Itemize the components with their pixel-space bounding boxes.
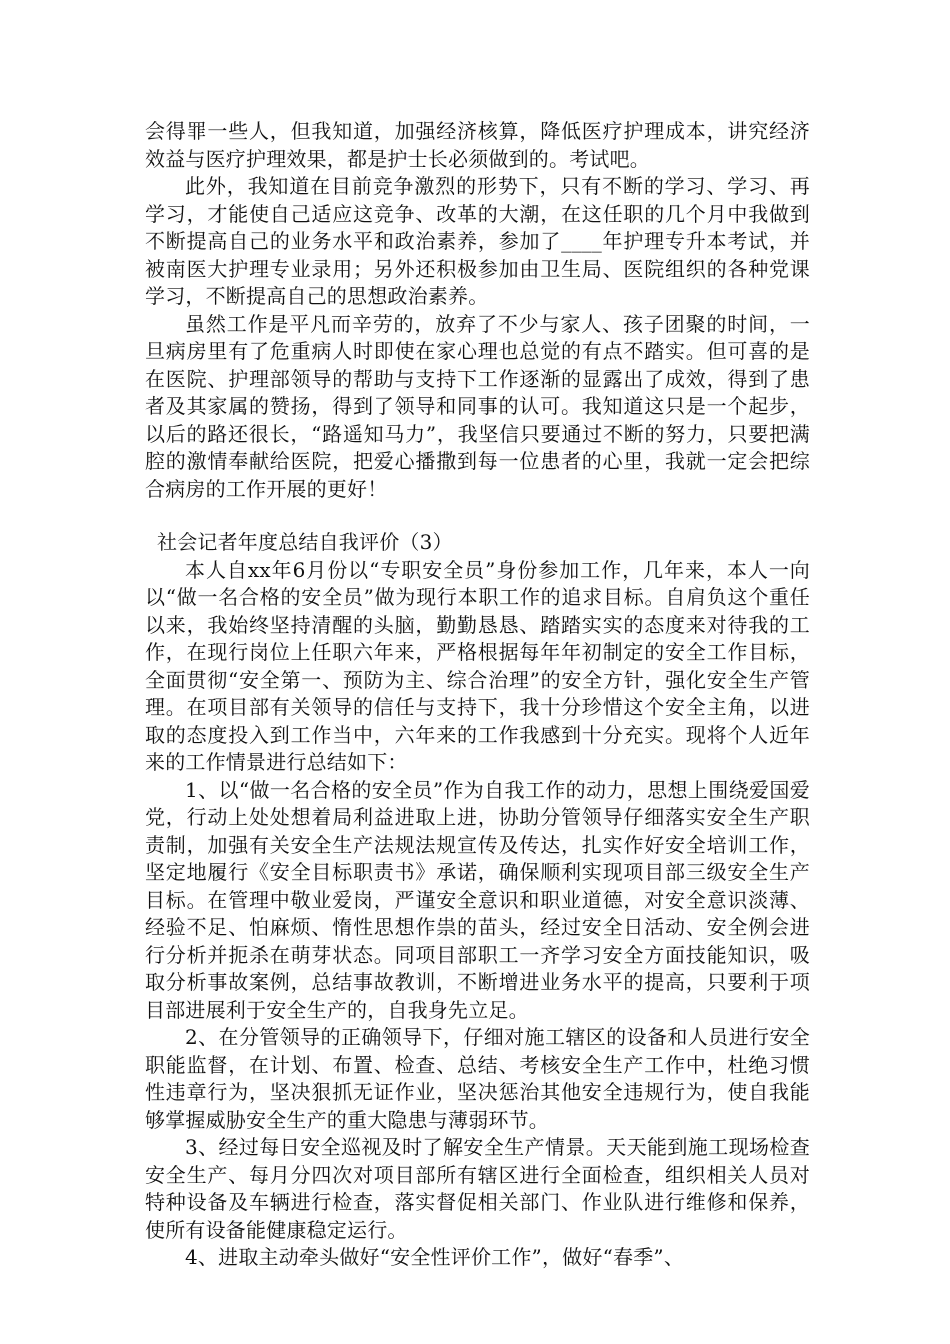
paragraph-item-4: 4、进取主动牵头做好“安全性评价工作”，做好“春季”、 — [185, 1245, 685, 1269]
paragraph-study: 此外，我知道在目前竞争激烈的形势下，只有不断的学习、学习、再学习，才能使自己适应这竞争、改革的大潮，在这任职的几个月中我做到不断提高自己的业务水平和政治素养，参加了____年护理专升本考试，并被南医大护理专业录用；另外还积极参加由卫生局、医院组织的各种党课学习，不断提高自己的思想政治素养。 — [145, 174, 810, 308]
paragraph-item-1: 1、以“做一名合格的安全员”作为自我工作的动力，思想上围绕爱国爱党，行动上处处想着局利益进取上进，协助分管领导仔细落实安全生产职责制，加强有关安全生产法规法规宣传及传达，扎实作好安全培训工作，坚定地履行《安全目标职责书》承诺，确保顺利实现项目部三级安全生产目标。在管理中敬业爱岗，严谨安全意识和职业道德，对安全意识淡薄、经验不足、怕麻烦、惰性思想作祟的苗头，经过安全日活动、安全例会进行分析并扼杀在萌芽状态。同项目部职工一齐学习安全方面技能知识，吸取分析事故案例，总结事故教训，不断增进业务水平的提高，只要利于项目部进展利于安全生产的，自我身先立足。 — [145, 777, 810, 1022]
paragraph-item-2: 2、在分管领导的正确领导下，仔细对施工辖区的设备和人员进行安全职能监督，在计划、布置、检查、总结、考核安全生产工作中，杜绝习惯性违章行为，坚决狠抓无证作业，坚决惩治其他安全违规行为，使自我能够掌握威胁安全生产的重大隐患与薄弱环节。 — [145, 1025, 810, 1132]
paragraph-work-reflection: 虽然工作是平凡而辛劳的，放弃了不少与家人、孩子团聚的时间，一旦病房里有了危重病人时即使在家心理也总觉的有点不踏实。但可喜的是在医院、护理部领导的帮助与支持下工作逐渐的显露出了成效，得到了患者及其家属的赞扬，得到了领导和同事的认可。我知道这只是一个起步，以后的路还很长，“路遥知马力”，我坚信只要通过不断的努力，只要把满腔的激情奉献给医院，把爱心播撒到每一位患者的心里，我就一定会把综合病房的工作开展的更好！ — [145, 311, 810, 501]
section-heading: 社会记者年度总结自我评价（3） — [157, 530, 453, 554]
paragraph-intro: 本人自xx年6月份以“专职安全员”身份参加工作，几年来，本人一向以“做一名合格的安全员”做为现行本职工作的追求目标。自肩负这个重任以来，我始终坚持清醒的头脑，勤勤恳恳、踏踏实实的态度来对待我的工作，在现行岗位上任职六年来，严格根据每年年初制定的安全工作目标，全面贯彻“安全第一、预防为主、综合治理”的安全方针，强化安全生产管理。在项目部有关领导的信任与支持下，我十分珍惜这个安全主角，以进取的态度投入到工作当中，六年来的工作我感到十分充实。现将个人近年来的工作情景进行总结如下： — [145, 557, 810, 774]
paragraph-continuation: 会得罪一些人，但我知道，加强经济核算，降低医疗护理成本，讲究经济效益与医疗护理效果，都是护士长必须做到的。考试吧。 — [145, 119, 810, 171]
paragraph-item-3: 3、经过每日安全巡视及时了解安全生产情景。天天能到施工现场检查安全生产、每月分四次对项目部所有辖区进行全面检查，组织相关人员对特种设备及车辆进行检查，落实督促相关部门、作业队进行维修和保养，使所有设备能健康稳定运行。 — [145, 1135, 810, 1242]
document-page — [145, 118, 810, 1272]
